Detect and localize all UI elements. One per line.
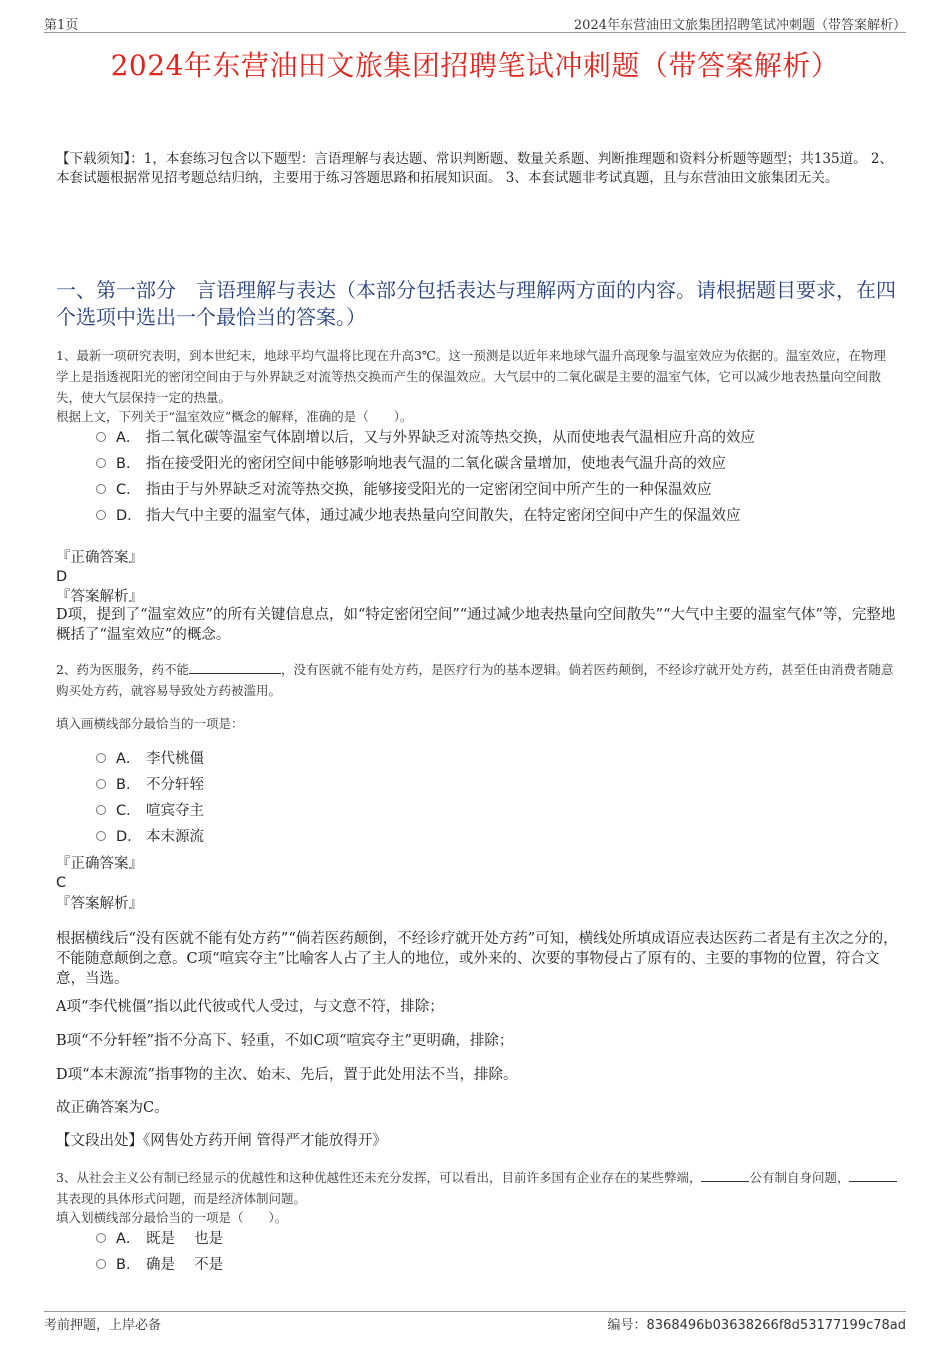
radio-icon[interactable] [96,458,106,468]
q2-analysis-main: 根据横线后“没有医就不能有处方药”“倘若医药颠倒，不经诊疗就开处方药”可知，横线处所填成语应表达医药二者是有主次之分的，不能随意颠倒之意。C项“喧宾夺主”比喻客人占了主人的地位，或外来的、次要的事物侵占了原有的、主要的事物的位置，符合文意，当选。 [56,931,898,987]
fill-blank [189,661,281,674]
q1-answer: D [56,569,68,585]
radio-icon[interactable] [96,753,106,763]
q1-option-a[interactable]: A． 指二氧化碳等温室气体剧增以后，又与外界缺乏对流等热交换，从而使地表气温相应升高的效应 [96,427,755,449]
q1-analysis: D项，提到了“温室效应”的所有关键信息点，如“特定密闭空间”“通过减少地表热量向空间散失”“大气中主要的温室气体”等，完整地概括了“温室效应”的概念。 [56,607,896,643]
radio-icon[interactable] [96,432,106,442]
radio-icon[interactable] [96,779,106,789]
page-number: 第1页 [44,18,79,33]
footer-divider [44,1311,906,1312]
q2-analysis-d: D项“本末源流”指事物的主次、始末、先后，置于此处用法不当，排除。 [56,1067,518,1083]
q2-analysis-heading: 『答案解析』 [56,896,143,912]
q1-option-b[interactable]: B． 指在接受阳光的密闭空间中能够影响地表气温的二氧化碳含量增加，使地表气温升高的效应 [96,453,726,475]
q2-option-d[interactable]: D． 本末源流 [96,826,204,848]
page-title: 2024年东营油田文旅集团招聘笔试冲刺题（带答案解析） [110,49,840,82]
running-header-title: 2024年东营油田文旅集团招聘笔试冲刺题（带答案解析） [573,18,906,33]
header-divider [44,32,906,33]
q2-analysis-a: A项“李代桃僵”指以此代彼或代人受过，与文意不符，排除； [56,999,444,1015]
q2-option-b[interactable]: B． 不分轩轾 [96,774,204,796]
q2-option-c[interactable]: C． 喧宾夺主 [96,800,204,822]
q2-ask: 填入画横线部分最恰当的一项是： [56,716,244,731]
q2-analysis-conclusion: 故正确答案为C。 [56,1100,169,1116]
q1-option-c[interactable]: C． 指由于与外界缺乏对流等热交换，能够接受阳光的一定密闭空间中所产生的一种保温效应 [96,479,712,501]
q3-stem: 3、从社会主义公有制已经显示的优越性和这种优越性还未充分发挥，可以看出，目前许多国有企业存在的某些弊端， 公有制自身问题，其表现的具体形式问题，而是经济体制问题。 [56,1167,898,1209]
radio-icon[interactable] [96,831,106,841]
download-notice: 【下载须知】：1，本套练习包含以下题型：言语理解与表达题、常识判断题、数量关系题、判断推理题和资料分析题等题型；共135道。 2、本套试题根据常见招考题总结归纳，主要用于练习答题思路和拓展知识面。 3、本套试题非考试真题，且与东营油田文旅集团无关。 [56,151,893,186]
q2-stem: 2、药为医服务，药不能 ，没有医就不能有处方药，是医疗行为的基本逻辑。倘若医药颠倒，不经诊疗就开处方药，甚至任由消费者随意购买处方药，就容易导致处方药被滥用。 [56,662,894,698]
q1-stem: 1、最新一项研究表明，到本世纪末，地球平均气温将比现在升高3℃。这一预测是以近年来地球气温升高现象与温室效应为依据的。温室效应，在物理学上是指透视阳光的密闭空间由于与外界缺乏对流等热交换而产生的保温效应。大气层中的二氧化碳是主要的温室气体，它可以减少地表热量向空间散失，使大气层保持一定的热量。 [56,348,886,405]
footer-doc-code: 编号：8368496b03638266f8d53177199c78ad [607,1318,906,1333]
q2-answer-heading: 『正确答案』 [56,856,143,872]
q3-option-a[interactable]: A． 既是 也是 [96,1228,223,1250]
section-heading: 一、第一部分 言语理解与表达（本部分包括表达与理解两方面的内容。请根据题目要求，在四个选项中选出一个最恰当的答案。） [56,278,896,329]
q2-answer: C [56,875,67,891]
q1-ask: 根据上文，下列关于“温室效应”概念的解释，准确的是（ ）。 [56,409,413,424]
footer-slogan: 考前押题，上岸必备 [44,1318,162,1333]
q3-option-b[interactable]: B． 确是 不是 [96,1254,223,1276]
radio-icon[interactable] [96,510,106,520]
q2-source: 【文段出处】《网售处方药开闸 管得严才能放得开》 [56,1133,387,1149]
q1-answer-heading: 『正确答案』 [56,550,143,566]
q3-ask: 填入划横线部分最恰当的一项是（ ）。 [56,1210,288,1225]
radio-icon[interactable] [96,1233,106,1243]
q1-option-d[interactable]: D． 指大气中主要的温室气体，通过减少地表热量向空间散失，在特定密闭空间中产生的保温效应 [96,505,741,527]
radio-icon[interactable] [96,805,106,815]
q1-analysis-heading: 『答案解析』 [56,589,143,605]
fill-blank [701,1169,749,1182]
radio-icon[interactable] [96,484,106,494]
q2-analysis-b: B项“不分轩轾”指不分高下、轻重，不如C项“喧宾夺主”更明确，排除； [56,1033,514,1049]
q2-option-a[interactable]: A． 李代桃僵 [96,748,204,770]
fill-blank [849,1169,897,1182]
radio-icon[interactable] [96,1259,106,1269]
